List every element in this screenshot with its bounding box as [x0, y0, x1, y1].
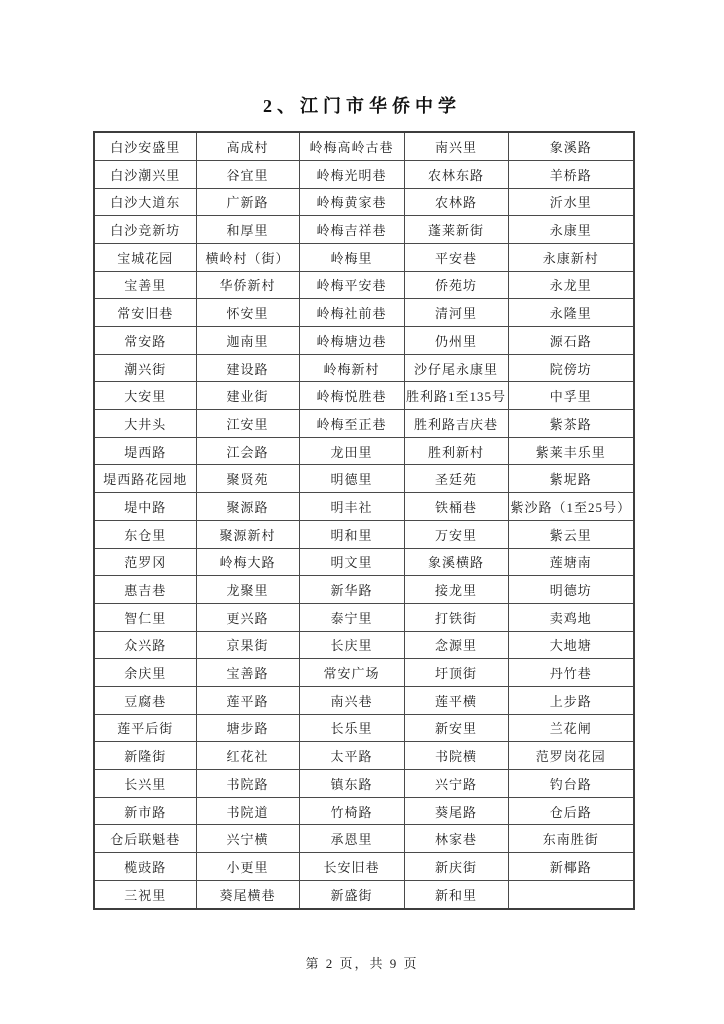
table-row: [94, 576, 634, 604]
street-cell: 永康里: [508, 216, 634, 244]
street-cell: 胜利路吉庆巷: [404, 410, 508, 438]
street-cell: 圩顶街: [404, 659, 508, 687]
street-cell: 新和里: [404, 880, 508, 909]
table-row: [94, 631, 634, 659]
street-cell: 常安广场: [299, 659, 404, 687]
street-cell: 小更里: [196, 853, 299, 881]
street-cell: 万安里: [404, 520, 508, 548]
street-cell: 源石路: [508, 327, 634, 355]
street-cell: 堤中路: [94, 493, 196, 521]
street-cell: 打铁街: [404, 603, 508, 631]
street-cell: 紫沙路（1至25号）: [508, 493, 634, 521]
table-row: [94, 603, 634, 631]
street-cell: 智仁里: [94, 603, 196, 631]
street-cell: 兴宁路: [404, 770, 508, 798]
street-cell: 聚源路: [196, 493, 299, 521]
street-cell: 江安里: [196, 410, 299, 438]
street-cell: 潮兴街: [94, 354, 196, 382]
table-row: [94, 797, 634, 825]
street-cell: 承恩里: [299, 825, 404, 853]
street-cell: 横岭村（街）: [196, 243, 299, 271]
street-cell: 葵尾横巷: [196, 880, 299, 909]
street-cell: 新安里: [404, 714, 508, 742]
street-cell: 明和里: [299, 520, 404, 548]
street-cell: 农林东路: [404, 160, 508, 188]
street-cell: 岭梅里: [299, 243, 404, 271]
street-cell: [508, 880, 634, 909]
street-cell: 沙仔尾永康里: [404, 354, 508, 382]
street-cell: 华侨新村: [196, 271, 299, 299]
table-row: [94, 880, 634, 909]
table-row: [94, 465, 634, 493]
street-cell: 兴宁横: [196, 825, 299, 853]
street-cell: 新华路: [299, 576, 404, 604]
street-cell: 长庆里: [299, 631, 404, 659]
street-cell: 白沙竞新坊: [94, 216, 196, 244]
street-cell: 莲平后街: [94, 714, 196, 742]
table-row: [94, 686, 634, 714]
street-cell: 迦南里: [196, 327, 299, 355]
table-row: [94, 327, 634, 355]
table-row: [94, 188, 634, 216]
street-cell: 更兴路: [196, 603, 299, 631]
page-number: 第 2 页，共 9 页: [305, 956, 419, 971]
street-cell: 红花社: [196, 742, 299, 770]
street-cell: 书院路: [196, 770, 299, 798]
table-row: [94, 770, 634, 798]
street-cell: 明丰社: [299, 493, 404, 521]
table-row: [94, 493, 634, 521]
table-row: [94, 437, 634, 465]
street-cell: 江会路: [196, 437, 299, 465]
street-cell: 南兴巷: [299, 686, 404, 714]
street-cell: 岭梅平安巷: [299, 271, 404, 299]
table-row: [94, 354, 634, 382]
street-cell: 众兴路: [94, 631, 196, 659]
street-cell: 象溪横路: [404, 548, 508, 576]
street-cell: 岭梅大路: [196, 548, 299, 576]
street-cell: 铁桶巷: [404, 493, 508, 521]
street-cell: 平安巷: [404, 243, 508, 271]
street-cell: 长兴里: [94, 770, 196, 798]
table-row: [94, 548, 634, 576]
street-cell: 明德里: [299, 465, 404, 493]
street-cell: 莲平横: [404, 686, 508, 714]
street-cell: 圣廷苑: [404, 465, 508, 493]
table-row: [94, 853, 634, 881]
street-cell: 院傍坊: [508, 354, 634, 382]
street-cell: 南兴里: [404, 132, 508, 160]
street-cell: 念源里: [404, 631, 508, 659]
street-cell: 宝城花园: [94, 243, 196, 271]
street-cell: 怀安里: [196, 299, 299, 327]
street-cell: 宝善路: [196, 659, 299, 687]
street-name-table: [93, 131, 635, 910]
street-cell: 卖鸡地: [508, 603, 634, 631]
street-cell: 清河里: [404, 299, 508, 327]
street-cell: 白沙潮兴里: [94, 160, 196, 188]
street-cell: 惠吉巷: [94, 576, 196, 604]
street-cell: 仍州里: [404, 327, 508, 355]
street-cell: 莲塘南: [508, 548, 634, 576]
street-cell: 大安里: [94, 382, 196, 410]
table-row: [94, 825, 634, 853]
street-cell: 林家巷: [404, 825, 508, 853]
street-cell: 龙田里: [299, 437, 404, 465]
street-cell: 羊桥路: [508, 160, 634, 188]
street-table-body: [94, 132, 634, 909]
street-cell: 白沙大道东: [94, 188, 196, 216]
street-cell: 明德坊: [508, 576, 634, 604]
street-cell: 岭梅至正巷: [299, 410, 404, 438]
street-cell: 蓬莱新街: [404, 216, 508, 244]
table-row: [94, 714, 634, 742]
street-cell: 豆腐巷: [94, 686, 196, 714]
table-row: [94, 742, 634, 770]
table-row: [94, 271, 634, 299]
table-row: [94, 659, 634, 687]
street-cell: 接龙里: [404, 576, 508, 604]
street-cell: 丹竹巷: [508, 659, 634, 687]
street-cell: 紫莱丰乐里: [508, 437, 634, 465]
street-cell: 新隆街: [94, 742, 196, 770]
street-cell: 竹椅路: [299, 797, 404, 825]
street-cell: 龙聚里: [196, 576, 299, 604]
street-cell: 塘步路: [196, 714, 299, 742]
street-cell: 大地塘: [508, 631, 634, 659]
street-cell: 新市路: [94, 797, 196, 825]
street-cell: 兰花闸: [508, 714, 634, 742]
street-cell: 范罗冈: [94, 548, 196, 576]
street-cell: 紫云里: [508, 520, 634, 548]
street-cell: 中孚里: [508, 382, 634, 410]
street-cell: 广新路: [196, 188, 299, 216]
table-row: [94, 382, 634, 410]
street-cell: 永隆里: [508, 299, 634, 327]
street-cell: 堤西路: [94, 437, 196, 465]
street-cell: 白沙安盛里: [94, 132, 196, 160]
street-cell: 岭梅光明巷: [299, 160, 404, 188]
street-cell: 岭梅悦胜巷: [299, 382, 404, 410]
street-cell: 三祝里: [94, 880, 196, 909]
street-cell: 紫茶路: [508, 410, 634, 438]
street-cell: 榄豉路: [94, 853, 196, 881]
street-cell: 胜利新村: [404, 437, 508, 465]
street-cell: 莲平路: [196, 686, 299, 714]
street-cell: 明文里: [299, 548, 404, 576]
street-cell: 谷宜里: [196, 160, 299, 188]
street-cell: 岭梅社前巷: [299, 299, 404, 327]
street-cell: 大井头: [94, 410, 196, 438]
street-cell: 岭梅高岭古巷: [299, 132, 404, 160]
street-cell: 和厚里: [196, 216, 299, 244]
street-cell: 葵尾路: [404, 797, 508, 825]
street-cell: 书院道: [196, 797, 299, 825]
street-cell: 建设路: [196, 354, 299, 382]
street-cell: 沂水里: [508, 188, 634, 216]
street-cell: 东仓里: [94, 520, 196, 548]
street-cell: 镇东路: [299, 770, 404, 798]
street-cell: 胜利路1至135号: [404, 382, 508, 410]
street-cell: 岭梅黄家巷: [299, 188, 404, 216]
table-row: [94, 160, 634, 188]
street-cell: 泰宁里: [299, 603, 404, 631]
street-cell: 永龙里: [508, 271, 634, 299]
street-cell: 京果街: [196, 631, 299, 659]
street-cell: 太平路: [299, 742, 404, 770]
street-cell: 农林路: [404, 188, 508, 216]
street-cell: 岭梅吉祥巷: [299, 216, 404, 244]
street-cell: 岭梅新村: [299, 354, 404, 382]
street-cell: 紫坭路: [508, 465, 634, 493]
street-cell: 建业街: [196, 382, 299, 410]
street-cell: 新椰路: [508, 853, 634, 881]
street-cell: 永康新村: [508, 243, 634, 271]
table-row: [94, 520, 634, 548]
street-cell: 仓后路: [508, 797, 634, 825]
table-row: [94, 243, 634, 271]
street-cell: 长安旧巷: [299, 853, 404, 881]
street-cell: 东南胜街: [508, 825, 634, 853]
street-cell: 仓后联魁巷: [94, 825, 196, 853]
street-cell: 上步路: [508, 686, 634, 714]
street-cell: 钓台路: [508, 770, 634, 798]
street-cell: 新庆街: [404, 853, 508, 881]
street-cell: 堤西路花园地: [94, 465, 196, 493]
street-cell: 常安旧巷: [94, 299, 196, 327]
street-cell: 岭梅塘边巷: [299, 327, 404, 355]
street-cell: 宝善里: [94, 271, 196, 299]
street-cell: 侨苑坊: [404, 271, 508, 299]
street-cell: 新盛街: [299, 880, 404, 909]
street-cell: 聚贤苑: [196, 465, 299, 493]
street-cell: 高成村: [196, 132, 299, 160]
table-row: [94, 410, 634, 438]
street-cell: 聚源新村: [196, 520, 299, 548]
table-row: [94, 132, 634, 160]
table-row: [94, 216, 634, 244]
street-cell: 书院横: [404, 742, 508, 770]
street-cell: 长乐里: [299, 714, 404, 742]
street-cell: 余庆里: [94, 659, 196, 687]
street-cell: 范罗岗花园: [508, 742, 634, 770]
street-cell: 象溪路: [508, 132, 634, 160]
street-cell: 常安路: [94, 327, 196, 355]
table-row: [94, 299, 634, 327]
page-title: 2、江门市华侨中学: [263, 96, 461, 116]
